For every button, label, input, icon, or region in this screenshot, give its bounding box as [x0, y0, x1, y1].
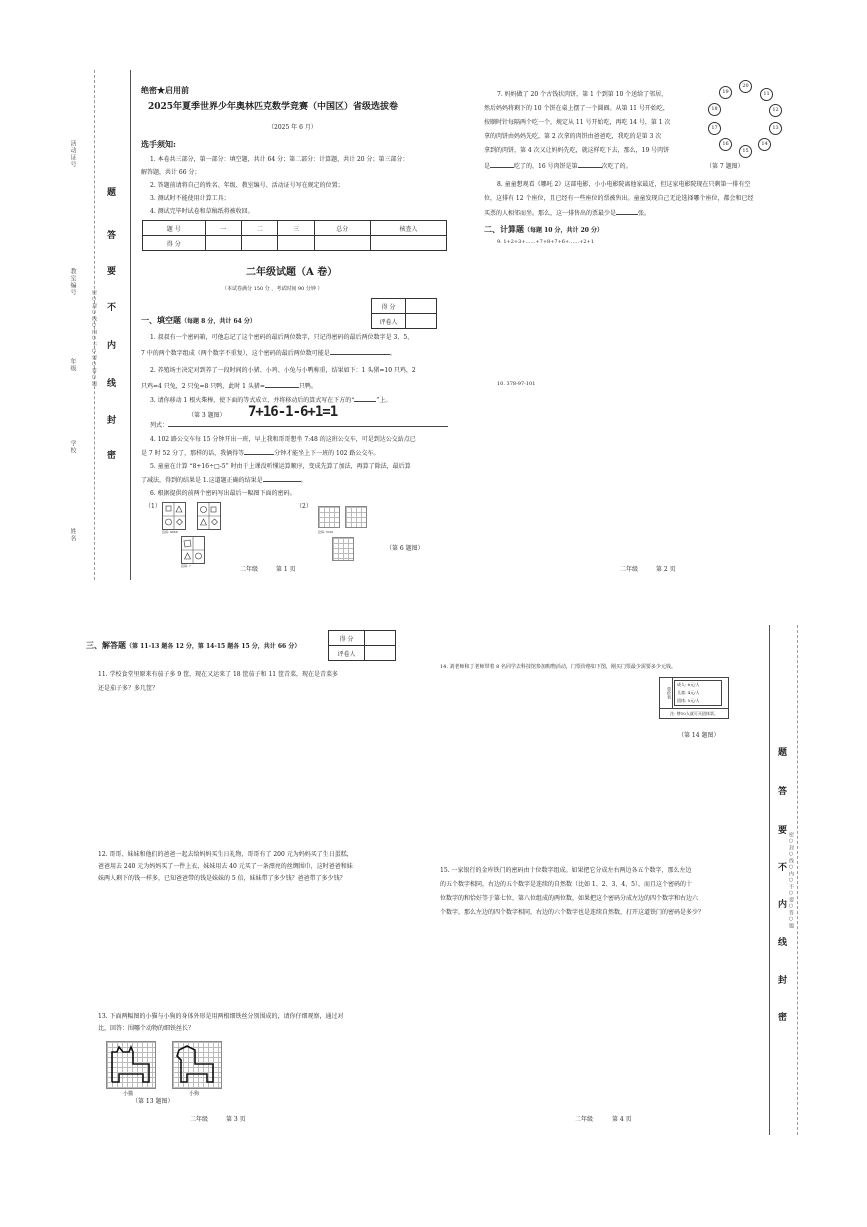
- notice-title: 选手须知:: [141, 139, 176, 149]
- q13-figure-caption: （第 13 题图）: [132, 1098, 174, 1105]
- score-table-header: 题 号: [143, 221, 206, 236]
- q5-text-2: 了减法，得到的结果是 1.这道题正确的结果是 。: [141, 477, 307, 484]
- section2-title-text: 二、计算题: [484, 224, 524, 234]
- score-table-header: 二: [241, 221, 277, 236]
- section2-title: [484, 225, 603, 235]
- q6-shape-grid: [197, 502, 221, 530]
- score-table-header: 一: [205, 221, 241, 236]
- footer-page: 第 2 页: [656, 566, 676, 573]
- q9-text: 9. 1+2+3+……+7+8+7+6+……+2+1: [497, 239, 594, 245]
- q6-code: 密码: ?: [181, 564, 191, 568]
- name-label: 姓名: [69, 528, 76, 542]
- paper-title: 2025年夏季世界少年奥林匹克数学竞赛（中国区）省级选拔卷: [148, 102, 399, 112]
- q7-bun-circle: 17: [708, 122, 721, 135]
- seal-char: 内: [107, 341, 117, 351]
- q8-text-end: [484, 209, 650, 218]
- q6-grid-figure: [345, 506, 367, 528]
- secret-mark: 绝密★启用前: [141, 85, 189, 95]
- q12-text: 12. 哥哥、妹妹和他们的爸爸一起去给妈妈买生日礼物，哥哥有了 200 元为妈妈买了生日蛋糕，: [98, 851, 353, 858]
- exam-title: 二年级试题（A 卷）: [246, 267, 338, 278]
- q7-text-g: 吃了的，16 号肉饼是第: [514, 163, 578, 170]
- q13-dog-label: 小狗: [189, 1091, 200, 1097]
- q3-figure-caption: （第 3 题图）: [188, 412, 226, 419]
- section1-score-box: [371, 298, 437, 329]
- seal-char: 内: [778, 900, 788, 910]
- q3-formula-blank[interactable]: [168, 426, 448, 427]
- score-cell[interactable]: [278, 236, 314, 251]
- score-table-header: 总分: [314, 221, 370, 236]
- q8-text-c: 买票的人相邻而坐。那么，这一排售出的票最少是: [484, 210, 617, 217]
- q2-text-2b: 只鸭。: [298, 383, 317, 390]
- q7-bun-circle: 16: [719, 138, 732, 151]
- q15-text: 个数字，那么左边的四个数字相同，右边的六个数字也是连续自然数，打开这道铁门的密码是多少？: [440, 909, 705, 916]
- q6-label-2: （2）: [296, 503, 312, 510]
- q7-bun-circle: 13: [769, 122, 782, 135]
- q14-ticket-title: 票价表: [660, 678, 673, 708]
- q3-formula-line: [150, 421, 448, 430]
- footer-page: 第 3 页: [226, 1116, 246, 1123]
- q7-text: 7. 妈妈做了 20 个古钱状肉饼，第 1 个到第 10 个送给了邻居，: [497, 91, 668, 98]
- q10-text: 10. 378-97-101: [497, 381, 536, 387]
- score-cell[interactable]: [314, 236, 370, 251]
- notice-item: 1. 本卷共三部分，第一部分：填空题，共计 64 分；第二部分：计算题，共计 20 分；第三部分：: [150, 156, 409, 163]
- q1-text-2: 7 中的两个数字组成（两个数字不重复），这个密码的最后两位数可能是 。: [141, 350, 396, 357]
- q3-formula-label: 列式：: [150, 422, 169, 429]
- q4-answer-blank[interactable]: [244, 454, 274, 455]
- seal-char: 封: [778, 976, 788, 986]
- q7-bun-circle: 20: [739, 80, 752, 93]
- q7-bun-circle: 14: [758, 138, 771, 151]
- footer-grade: 二年级: [575, 1116, 594, 1123]
- q4-text: 4. 102 路公交车每 15 分钟开出一班，早上我和哥哥想坐 7:48 的这班公交车，可是到达公交站点已: [150, 436, 416, 443]
- q5-text: 5. 童童在计算 “8+16÷□-5” 时由于上课没听懂运算顺序，变成先算了加法，再算了除法，最后算: [150, 463, 411, 470]
- q15-text: 的五个数字相同，右边的五个数字是连续的自然数（比如 1、2、3、4、5），而且这个密码的十: [440, 881, 692, 888]
- seal-line-text-left: 密○封○线○内○不○要○答○题: [91, 290, 97, 387]
- paper-date: （2025 年 6 月）: [268, 124, 317, 131]
- q6-code: 密码: 9668: [162, 530, 178, 534]
- score-table: [142, 220, 447, 251]
- q14-ticket-note: 注: 够10人就可买团体票。: [660, 708, 728, 718]
- footer-grade: 二年级: [190, 1116, 209, 1123]
- q6-text: 6. 根据提供的前两个密码写出最后一幅图下面的密码。: [150, 490, 296, 497]
- footer-page: 第 1 页: [276, 566, 296, 573]
- seal-char: 要: [778, 826, 788, 836]
- q6-shapes-icon: [198, 503, 220, 529]
- q7-bun-circle: 15: [739, 145, 752, 158]
- q14-price: 成人: 6元/人: [677, 682, 700, 687]
- seal-char: 题: [107, 188, 117, 198]
- grade-label: 年级: [69, 358, 76, 372]
- dog-outline-icon: [173, 1042, 221, 1088]
- binding-solid-line-left: [130, 70, 131, 580]
- cat-outline-icon: [107, 1042, 155, 1088]
- q6-shapes-icon: [182, 537, 204, 563]
- seal-char: 答: [107, 231, 117, 241]
- grader-label: 评卷人: [329, 646, 365, 661]
- q14-text: 14. 刘老师和丁老师带着 8 名同学去科技馆参加购物活动，门票价格如下图，刚买门票最少需要多少元钱。: [440, 664, 676, 670]
- section3-title-text: 三、解答题: [86, 640, 126, 650]
- q13-text: 比，回答：围哪个动物的细铁丝长？: [98, 1025, 195, 1032]
- q6-shape-grid: [181, 536, 205, 564]
- q4-text-2b: 分钟才能坐上下一班的 102 路公交车。: [274, 450, 380, 457]
- q8-text: 位，这排有 12 个座位，且已经有一些座位的票被售出。童童发现自己无论选择哪个座位，都会和已经: [484, 195, 754, 202]
- q15-text: 15. 一家银行的金库铁门的密码由十位数字组成。如果把它分成左右两边各五个数字，那么左边: [440, 867, 692, 874]
- school-label: 学校: [69, 440, 76, 454]
- seal-char: 题: [778, 748, 788, 758]
- classroom-label: 教室编号: [69, 268, 76, 296]
- binding-dash-line-right: [797, 625, 798, 1135]
- q8-text-d: 张。: [638, 210, 651, 217]
- grader-label: 评卷人: [372, 314, 406, 329]
- section1-note: （每题 8 分，共计 64 分）: [181, 318, 256, 325]
- score-table-row-label: 得 分: [143, 236, 206, 251]
- q13-cat-label: 小猫: [123, 1091, 134, 1097]
- notice-item: 4. 测试完毕时试卷和草稿纸将被收回。: [150, 208, 254, 215]
- score-cell[interactable]: [370, 236, 446, 251]
- seal-char: 不: [107, 303, 117, 313]
- q5-answer-blank[interactable]: [263, 481, 301, 482]
- grader-cell[interactable]: [365, 646, 396, 661]
- footer-page: 第 4 页: [612, 1116, 632, 1123]
- section1-title: [141, 316, 256, 326]
- q6-figure-caption: （第 6 题图）: [386, 545, 424, 552]
- q6-grid-figure: [318, 506, 340, 528]
- q4-text-2: [141, 449, 379, 458]
- section1-title-text: 一、填空题: [141, 315, 181, 325]
- q7-figure-caption: （第 7 题图）: [706, 163, 744, 170]
- q8-text: 8. 童童想观看《哪吒 2》这部电影，小小电影院离他家最近，但这家电影院现在只剩第一排有空: [497, 181, 751, 188]
- q1-text-2a: 7 中的两个数字组成（两个数字不重复），这个密码的最后两位数可能是: [141, 350, 330, 357]
- q3-answer-blank[interactable]: [354, 401, 376, 402]
- q12-text: 妹两人剩下的钱一样多，已知爸爸带的钱是妹妹的 5 倍，妹妹带了多少钱？爸爸带了多少钱？: [98, 875, 346, 882]
- seal-char: 线: [107, 379, 117, 389]
- grader-cell[interactable]: [406, 314, 437, 329]
- q8-answer-blank[interactable]: [616, 214, 638, 215]
- q6-shapes-icon: [163, 503, 185, 529]
- q12-text: 爸爸用去 240 元为妈妈买了一件上衣，妹妹用去 40 元买了一条漂亮的丝绸围巾，这时爸爸和妹: [98, 863, 353, 870]
- q7-answer-blank-2[interactable]: [578, 167, 602, 168]
- score-table-header: 核查人: [370, 221, 446, 236]
- score-cell[interactable]: [241, 236, 277, 251]
- q2-text-2a: 只鸡=4 只兔，2 只兔=8 只鸭，此时 1 头猪=: [141, 383, 265, 390]
- q13-dog-grid: [172, 1041, 222, 1089]
- activity-id-label: 活动证号: [69, 140, 76, 168]
- q1-text: 1. 叔叔有一个密码箱，可他忘记了这个密码的最后两位数字，只记得密码的最后两位数字是 3、5、: [150, 334, 414, 341]
- seal-char: 密: [107, 451, 117, 461]
- seal-char: 要: [107, 267, 117, 277]
- q2-text: 2. 养殖场主决定对到养了一段时间的小猪、小鸡、小兔与小鸭称重，结果如下：1 头猪=10 只鸡，2: [150, 367, 416, 374]
- q14-price: 儿童: 4元/人: [677, 690, 700, 695]
- q3-matchstick-equation: 7+16-1-6+1=1: [248, 404, 338, 420]
- section2-note: （每题 10 分，共计 20 分）: [524, 227, 604, 234]
- q7-bun-circle: 12: [769, 104, 782, 117]
- footer-grade: 二年级: [240, 566, 259, 573]
- q14-price-list: [674, 680, 722, 706]
- score-table-header: 三: [278, 221, 314, 236]
- section3-title: [86, 641, 300, 651]
- seal-char: 答: [778, 787, 788, 797]
- q13-cat-grid: [106, 1041, 156, 1089]
- q14-price: 团体: 5元/人: [677, 698, 700, 703]
- exam-subtitle: （本试卷满分 150 分 ，考试时间 90 分钟 ）: [222, 286, 323, 292]
- q7-answer-blank-1[interactable]: [490, 167, 514, 168]
- q7-text-h: 次吃了的。: [601, 163, 632, 170]
- score-label: 得 分: [329, 631, 365, 646]
- q11-text: 11. 学校食堂里原来有茄子多 9 筐，现在又运来了 18 筐茄子和 11 筐青菜，现在是青菜多: [98, 671, 338, 678]
- q6-grid-figure: [332, 537, 354, 561]
- seal-char: 不: [778, 863, 788, 873]
- q7-text: 拿到的肉饼，第 4 次又让妈妈先吃，就这样吃下去，那么，19 号肉饼: [484, 147, 670, 154]
- score-label: 得 分: [372, 299, 406, 314]
- q2-text-2: [141, 382, 317, 391]
- q14-ticket-board: [659, 677, 729, 719]
- footer-grade: 二年级: [620, 566, 639, 573]
- score-cell[interactable]: [406, 299, 437, 314]
- q13-text: 13. 下面两幅图的小猫与小狗的身体外形是用两根细铁丝分别围成的，请你仔细观察，通过对: [98, 1013, 344, 1020]
- section3-note: （第 11-13 题各 12 分，第 14-15 题各 15 分，共计 66 分）: [126, 643, 301, 650]
- notice-item: 3. 测试时不能使用计算工具；: [150, 195, 230, 202]
- binding-solid-line-right: [769, 625, 770, 1135]
- notice-item: 2. 答题前请将自己的姓名、年级、教室编号、活动证号写在规定的位置；: [150, 182, 344, 189]
- q5-text-2a: 了减法，得到的结果是 1.这道题正确的结果是: [141, 477, 263, 484]
- q7-text: 拿的肉饼由妈妈先吃，第 2 次拿的肉饼由爸爸吃，我吃的是第 3 次: [484, 133, 662, 140]
- q7-text-f: 是: [484, 163, 491, 170]
- seal-char: 封: [107, 416, 117, 426]
- score-cell[interactable]: [365, 631, 396, 646]
- q7-bun-circle: 18: [708, 103, 721, 116]
- q3-text-a: 3. 请你移动 1 根火柴棒，使下面的等式成立，并将移动后的算式写在下方的“: [150, 397, 355, 404]
- q2-answer-blank[interactable]: [265, 387, 299, 388]
- q6-label-1: （1）: [145, 503, 161, 510]
- seal-char: 线: [778, 938, 788, 948]
- q11-text: 还是茄子多？多几筐？: [98, 685, 159, 692]
- q7-text: 然后妈妈将剩下的 10 个饼在桌上摆了一个圆圈。从第 11 号开始吃，: [484, 105, 669, 112]
- q4-text-2a: 是 7 时 52 分了，那样的话，我俩得等: [141, 450, 245, 457]
- q7-text-end: [484, 162, 632, 171]
- seal-char: 密: [778, 1013, 788, 1023]
- seal-line-text-right: 密○封○线○内○不○要○答○题: [788, 832, 794, 929]
- score-cell[interactable]: [205, 236, 241, 251]
- q15-text: 位数字的和恰好等于第七位，第八位组成的两位数，如果把这个密码分成左边的四个数字和右边六: [440, 895, 699, 902]
- section3-score-box: [328, 630, 396, 661]
- q7-bun-circle: 11: [760, 88, 773, 101]
- q7-bun-circle: 19: [719, 86, 732, 99]
- q1-answer-blank[interactable]: [330, 354, 390, 355]
- q3-text-b: ”上。: [376, 397, 392, 404]
- q6-code: 密码: 5201: [318, 530, 334, 534]
- q7-text: 按顺时针每隔两个吃一个，规定从 11 号开始吃，再吃 14 号，第 1 次: [484, 119, 671, 126]
- q14-figure-caption: （第 14 题图）: [678, 732, 720, 739]
- q6-shape-grid: [162, 502, 186, 530]
- notice-item: 解答题，共计 66 分；: [141, 169, 201, 176]
